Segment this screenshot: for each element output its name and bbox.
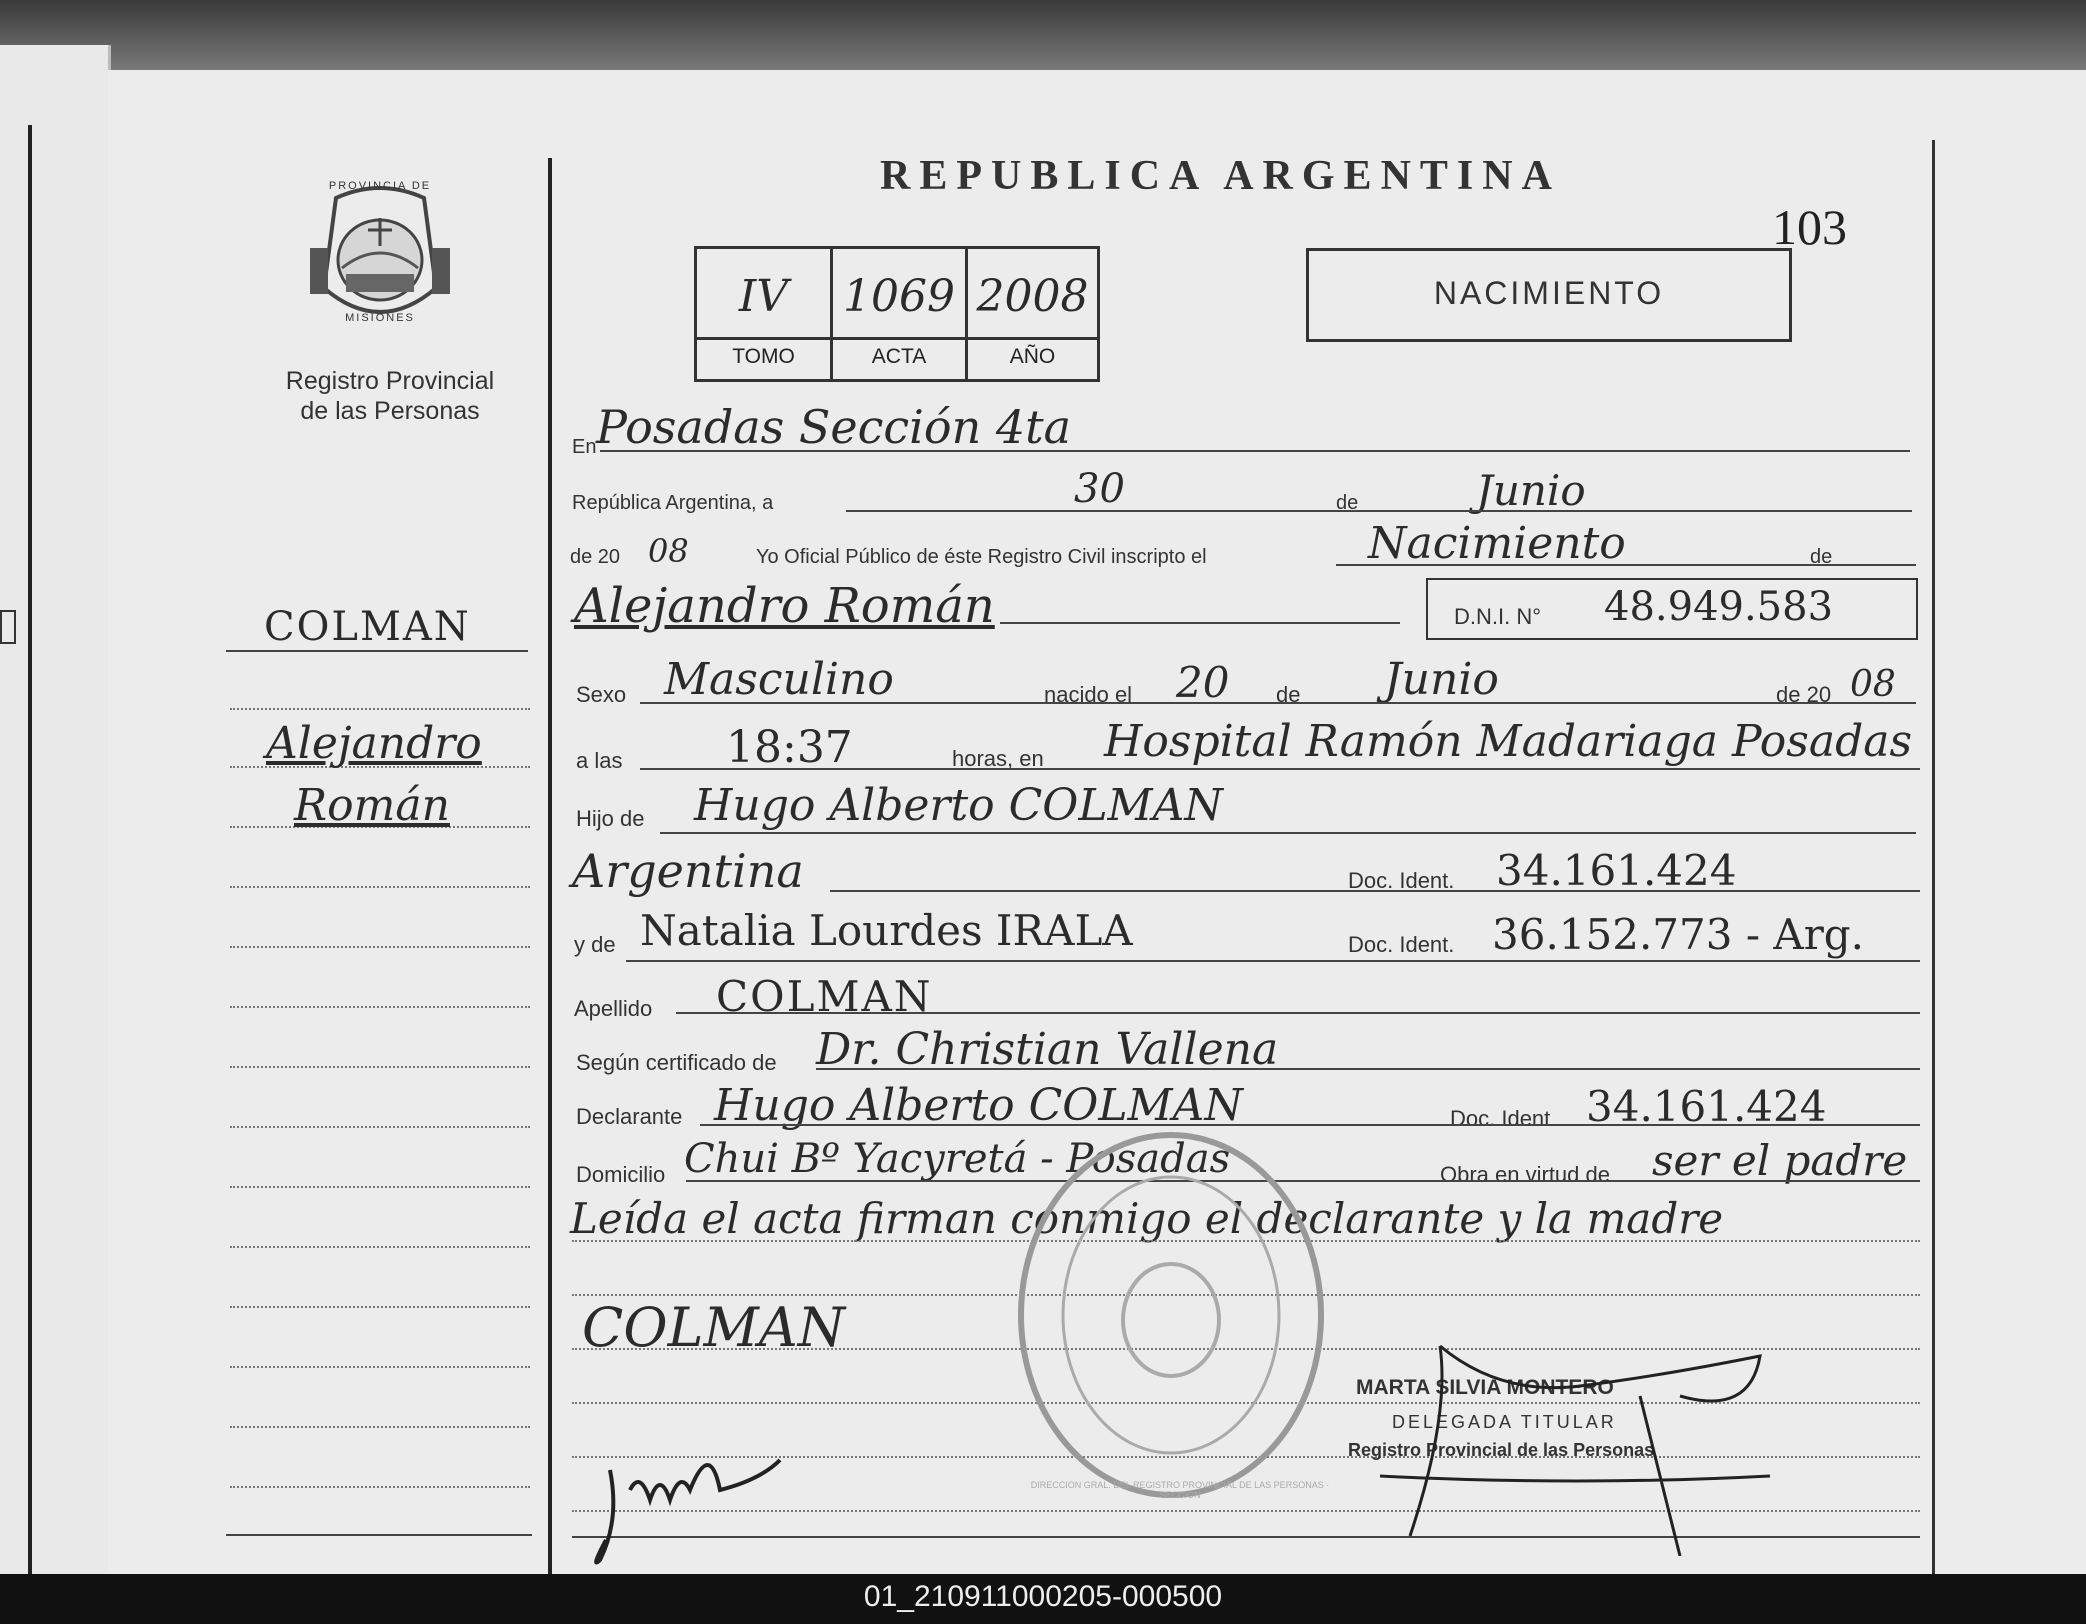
margin-line: [230, 946, 530, 948]
doc2-value: 36.152.773 - Arg.: [1492, 910, 1865, 959]
dom-value: Chui Bº Yacyretá - Posadas: [684, 1136, 1231, 1182]
margin-line: [230, 1426, 530, 1428]
sexo-label: Sexo: [576, 682, 627, 707]
registry-name: Registro Provincial de las Personas: [285, 367, 495, 425]
yde-label: y de: [574, 932, 616, 957]
form-line: [660, 832, 1916, 834]
decl-label: Declarante: [576, 1104, 683, 1129]
record-box: [694, 246, 1100, 382]
de20-label: de 20: [1776, 682, 1832, 707]
cert-value: Dr. Christian Vallena: [816, 1024, 1279, 1075]
rep-label: República Argentina, a: [572, 492, 774, 514]
day-value: 30: [1074, 466, 1125, 512]
left-page: [0, 45, 111, 1580]
form-line: [846, 510, 1912, 512]
margin-line: [230, 1306, 530, 1308]
margin-line: [230, 1006, 530, 1008]
doc3-value: 34.161.424: [1586, 1082, 1827, 1131]
form-line: [830, 890, 1920, 892]
cert-label: Según certificado de: [576, 1050, 777, 1075]
form-line: [1000, 622, 1400, 624]
official-signature-icon: [1380, 1336, 1780, 1556]
acta-value: 1069: [843, 271, 955, 322]
apellido-label: Apellido: [574, 996, 653, 1021]
margin-given-1: Alejandro: [266, 718, 482, 769]
record-type: NACIMIENTO: [1433, 275, 1665, 311]
obra-label: Obra en virtud de: [1440, 1162, 1610, 1187]
year-label: de 20: [570, 546, 621, 568]
doc1-value: 34.161.424: [1496, 846, 1737, 895]
seal-bottom-text: MISIONES: [345, 312, 415, 324]
horas-label: horas, en: [952, 746, 1044, 771]
margin-line: [230, 1066, 530, 1068]
dni-value: 48.949.583: [1604, 584, 1834, 630]
margin-line: [230, 1366, 530, 1368]
margin-line: [230, 1186, 530, 1188]
margin-line: [230, 1486, 530, 1488]
page-number: 103: [1772, 199, 1847, 255]
margin-divider: [548, 158, 552, 1578]
dom-label: Domicilio: [576, 1162, 666, 1187]
margin-line: [230, 886, 530, 888]
de2-label: de: [1810, 546, 1833, 568]
form-line: [1336, 564, 1916, 566]
nacido-year: 08: [1850, 664, 1896, 705]
doc2-label: Doc. Ident.: [1348, 932, 1455, 957]
lugar-value: Hospital Ramón Madariaga Posadas: [1104, 716, 1913, 767]
margin-line: [230, 1126, 530, 1128]
form-line: [640, 768, 1920, 770]
form-line: [600, 450, 1910, 452]
apellido-value: COLMAN: [716, 972, 933, 1021]
leida-value: Leída el acta firman conmigo el declarante y la madre: [570, 1194, 1724, 1243]
tomo-label: TOMO: [732, 345, 795, 368]
name-value: Alejandro Román: [574, 578, 995, 634]
margin-line: [230, 1246, 530, 1248]
registry-stamp: [1006, 1120, 1336, 1510]
nacido-day: 20: [1176, 658, 1230, 707]
ano-label: AÑO: [1009, 345, 1056, 368]
oficial-label: Yo Oficial Público de éste Registro Civil inscripto el: [756, 546, 1207, 568]
padre-value: Hugo Alberto COLMAN: [694, 780, 1223, 831]
margin-line: [226, 1534, 532, 1536]
obra-value: ser el padre: [1652, 1136, 1908, 1185]
tomo-value: IV: [738, 271, 789, 322]
margin-given-2: Román: [294, 780, 450, 831]
form-line: [640, 702, 1916, 704]
month-value: Junio: [1476, 466, 1586, 515]
year-value: 08: [648, 532, 689, 570]
signature-scribble-icon: [570, 1430, 800, 1570]
form-line: [626, 960, 1920, 962]
file-id: 01_210911000205-000500: [863, 1580, 1223, 1613]
form-line: [676, 1012, 1920, 1014]
form-line: [816, 1068, 1920, 1070]
padre-nac: Argentina: [572, 844, 804, 898]
official-title: DELEGADA TITULAR: [1392, 1412, 1617, 1432]
decl-value: Hugo Alberto COLMAN: [714, 1080, 1243, 1131]
en-label: En: [572, 436, 597, 458]
doc3-label: Doc. Ident: [1450, 1106, 1551, 1131]
acta-label: ACTA: [871, 345, 927, 368]
en-value: Posadas Sección 4ta: [596, 400, 1072, 454]
official-name: MARTA SILVIA MONTERO: [1356, 1376, 1614, 1399]
alas-label: a las: [576, 748, 623, 773]
signature-colman: COLMAN: [582, 1296, 845, 1359]
de1-label: de: [1336, 492, 1359, 514]
margin-line: [226, 650, 528, 652]
dni-label: D.N.I. N°: [1454, 604, 1542, 629]
ano-value: 2008: [976, 271, 1089, 322]
madre-value: Natalia Lourdes IRALA: [640, 906, 1133, 955]
doc1-label: Doc. Ident.: [1348, 868, 1455, 893]
sexo-value: Masculino: [664, 654, 894, 705]
country-title: REPUBLICA ARGENTINA: [880, 153, 1561, 199]
hijo-label: Hijo de: [576, 806, 645, 831]
seal-top-text: PROVINCIA DE: [328, 180, 432, 192]
de3-label: de: [1276, 682, 1301, 707]
hora-value: 18:37: [726, 722, 853, 773]
nacido-label: nacido el: [1044, 682, 1133, 707]
stamp-text: DIRECCION GRAL. DEL REGISTRO PROVINCIAL DE LAS PERSONAS · SECCION: [1030, 1480, 1330, 1500]
margin-surname: COLMAN: [264, 604, 471, 650]
dni-box: [1426, 578, 1918, 640]
margin-line: [230, 708, 530, 710]
right-border: [1932, 140, 1935, 1580]
official-office: Registro Provincial de las Personas: [1348, 1440, 1655, 1460]
nacido-month: Junio: [1384, 654, 1499, 705]
record-type-box: [1306, 248, 1792, 342]
inscripto-value: Nacimiento: [1368, 518, 1626, 569]
